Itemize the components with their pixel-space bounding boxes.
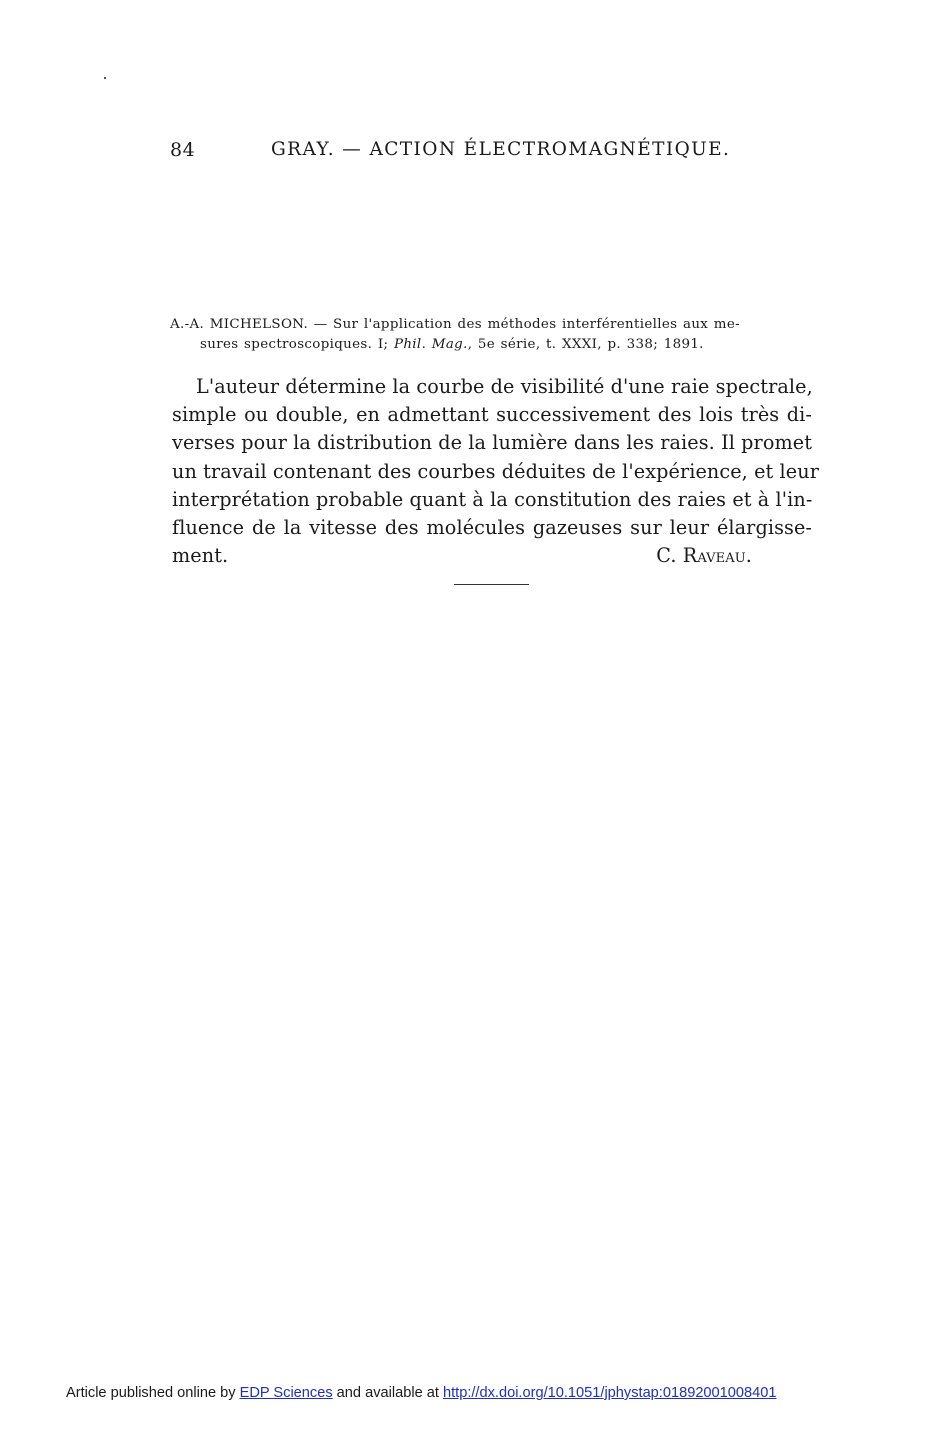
footer-middle: and available at xyxy=(332,1385,443,1401)
reference-line-2-end: , 5e série, t. XXXI, p. 338; 1891. xyxy=(467,337,704,352)
paragraph-line-end: ment. xyxy=(172,544,229,568)
section-end-rule xyxy=(454,584,529,585)
footer-prefix: Article published online by xyxy=(66,1385,240,1401)
paragraph-line: L'auteur détermine la courbe de visibilité d'une raie spectrale, xyxy=(196,375,813,398)
paragraph-line: fluence de la vitesse des molécules gazeuses sur leur élargisse- xyxy=(172,516,812,540)
journal-title: Phil. Mag. xyxy=(393,337,468,352)
page-number: 84 xyxy=(170,139,196,161)
review-paragraph xyxy=(172,373,819,570)
author-signature: C. Raveau. xyxy=(656,544,752,568)
publisher-link[interactable]: EDP Sciences xyxy=(239,1385,333,1401)
reference-line-2 xyxy=(170,335,816,355)
paragraph-line: simple ou double, en admettant successivement des lois très di- xyxy=(172,403,812,427)
reference-line-2-start: sures spectroscopiques. I; xyxy=(200,337,394,352)
publication-footer xyxy=(66,1385,776,1401)
paragraph-last-line xyxy=(172,542,812,570)
doi-link[interactable]: http://dx.doi.org/10.1051/jphystap:01892001008401 xyxy=(442,1385,777,1401)
reference-line-1: A.-A. MICHELSON. — Sur l'application des méthodes interférentielles aux me- xyxy=(170,317,740,332)
bibliographic-reference xyxy=(170,315,816,355)
paragraph-line: verses pour la distribution de la lumière dans les raies. Il promet xyxy=(172,431,813,455)
paragraph-line: un travail contenant des courbes déduites de l'expérience, et leur xyxy=(172,459,819,483)
running-title: GRAY. — ACTION ÉLECTROMAGNÉTIQUE. xyxy=(271,139,731,160)
scan-speck xyxy=(104,77,106,79)
paragraph-line: interprétation probable quant à la constitution des raies et à l'in- xyxy=(172,487,813,511)
